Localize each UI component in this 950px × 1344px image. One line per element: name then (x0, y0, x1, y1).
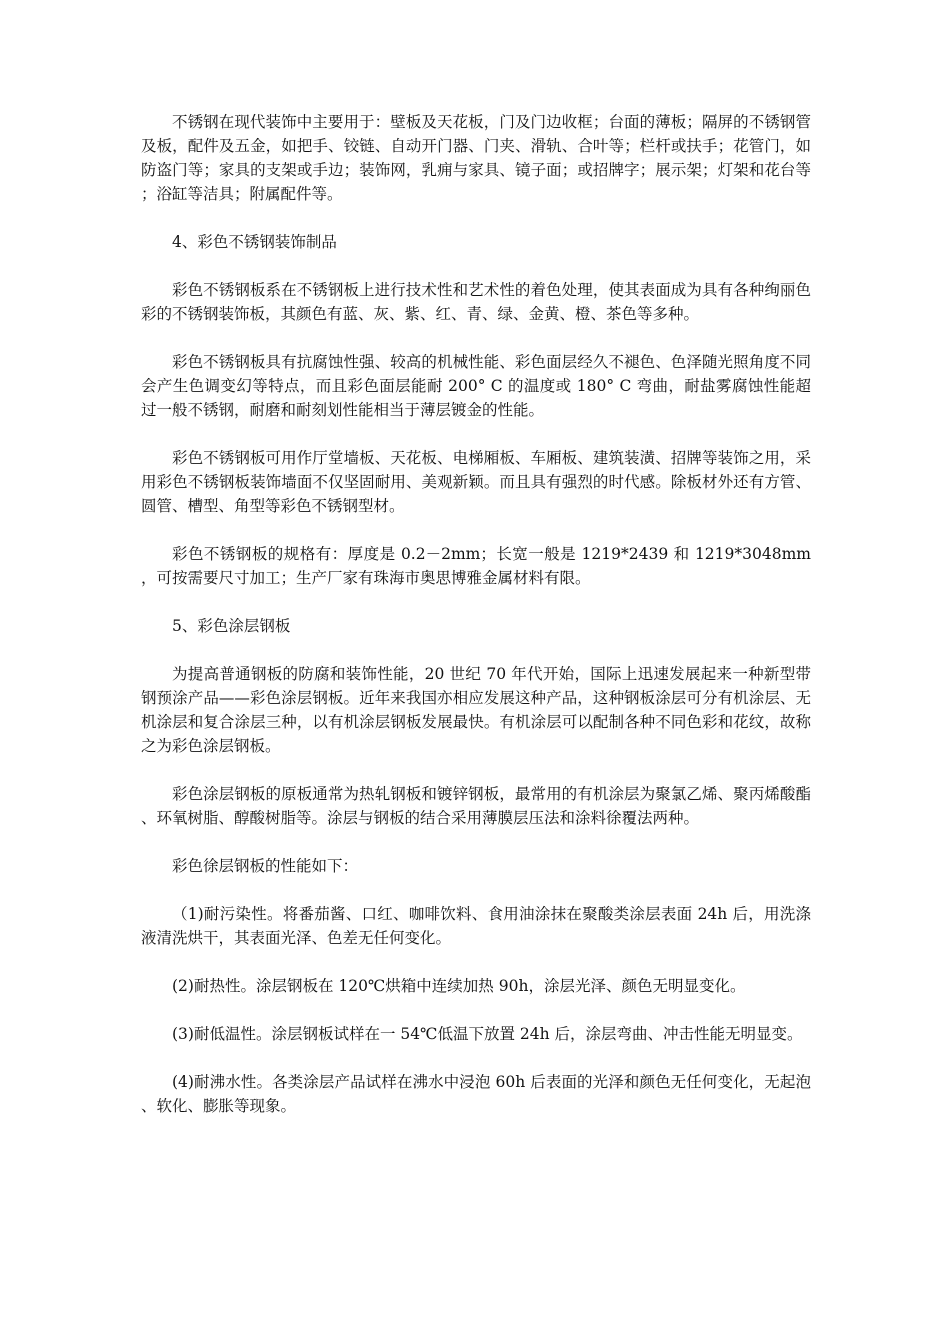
paragraph-coated-steel-substrate: 彩色涂层钢板的原板通常为热轧钢板和镀锌钢板，最常用的有机涂层为聚氯乙烯、聚丙烯酸酯、环氧树脂、醇酸树脂等。涂层与钢板的结合采用薄膜层压法和涂料徐覆法两种。 (141, 785, 811, 827)
paragraph-colored-stainless-specs: 彩色不锈钢板的规格有：厚度是 0.2－2mm；长宽一般是 1219*2439 和 1219*3048mm，可按需要尺寸加工；生产厂家有珠海市奥思博雅金属材料有限。 (141, 545, 811, 587)
list-item-heat-resistance: (2)耐热性。涂层钢板在 120℃烘箱中连续加热 90h，涂层光泽、颜色无明显变化。 (172, 977, 746, 995)
paragraph-colored-stainless-applications: 彩色不锈钢板可用作厅堂墙板、天花板、电梯厢板、车厢板、建筑装潢、招牌等装饰之用，采用彩色不锈钢板装饰墙面不仅坚固耐用、美观新颖。而且具有强烈的时代感。除板材外还有方管、圆管、槽型、角型等彩色不锈钢型材。 (141, 449, 811, 515)
paragraph-coated-steel-intro: 为提高普通钢板的防腐和装饰性能，20 世纪 70 年代开始，国际上迅速发展起来一种新型带钢预涂产品——彩色涂层钢板。近年来我国亦相应发展这种产品，这种钢板涂层可分有机涂层、无机涂层和复合涂层三种，以有机涂层钢板发展最快。有机涂层可以配制各种不同色彩和花纹，故称之为彩色涂层钢板。 (141, 665, 811, 755)
list-item-stain-resistance: （1)耐污染性。将番茄酱、口红、咖啡饮料、食用油涂抹在聚酸类涂层表面 24h 后，用洗涤液清洗烘干，其表面光泽、色差无任何变化。 (141, 905, 811, 947)
paragraph-colored-stainless-properties: 彩色不锈钢板具有抗腐蚀性强、较高的机械性能、彩色面层经久不褪色、色泽随光照角度不同会产生色调变幻等特点，而且彩色面层能耐 200° C 的温度或 180° C 弯曲，耐盐雾腐蚀性能超过一般不锈钢，耐磨和耐刻划性能相当于薄层镀金的性能。 (141, 353, 811, 419)
section-heading-colored-stainless: 4、彩色不锈钢装饰制品 (172, 233, 337, 251)
paragraph-colored-stainless-intro: 彩色不锈钢板系在不锈钢板上进行技术性和艺术性的着色处理，使其表面成为具有各种绚丽色彩的不锈钢装饰板，其颜色有蓝、灰、紫、红、青、绿、金黄、橙、茶色等多种。 (141, 281, 811, 323)
document-body (141, 110, 811, 1142)
section-heading-coated-steel: 5、彩色涂层钢板 (172, 617, 291, 635)
list-item-low-temperature-resistance: (3)耐低温性。涂层钢板试样在一 54℃低温下放置 24h 后，涂层弯曲、冲击性能无明显变。 (172, 1025, 803, 1043)
paragraph-stainless-uses: 不锈钢在现代装饰中主要用于：壁板及天花板，门及门边收框；台面的薄板；隔屏的不锈钢管及板，配件及五金，如把手、铰链、自动开门器、门夹、滑轨、合叶等；栏杆或扶手；花管门，如防盗门等；家具的支架或手边；装饰网，乳痈与家具、镜子面；或招牌字；展示架；灯架和花台等；浴缸等洁具；附属配件等。 (141, 113, 811, 203)
list-item-boiling-water-resistance: (4)耐沸水性。各类涂层产品试样在沸水中浸泡 60h 后表面的光泽和颜色无任何变化，无起泡、软化、膨胀等现象。 (141, 1073, 811, 1115)
paragraph-coated-steel-performance-heading: 彩色徐层钢板的性能如下： (172, 857, 359, 875)
